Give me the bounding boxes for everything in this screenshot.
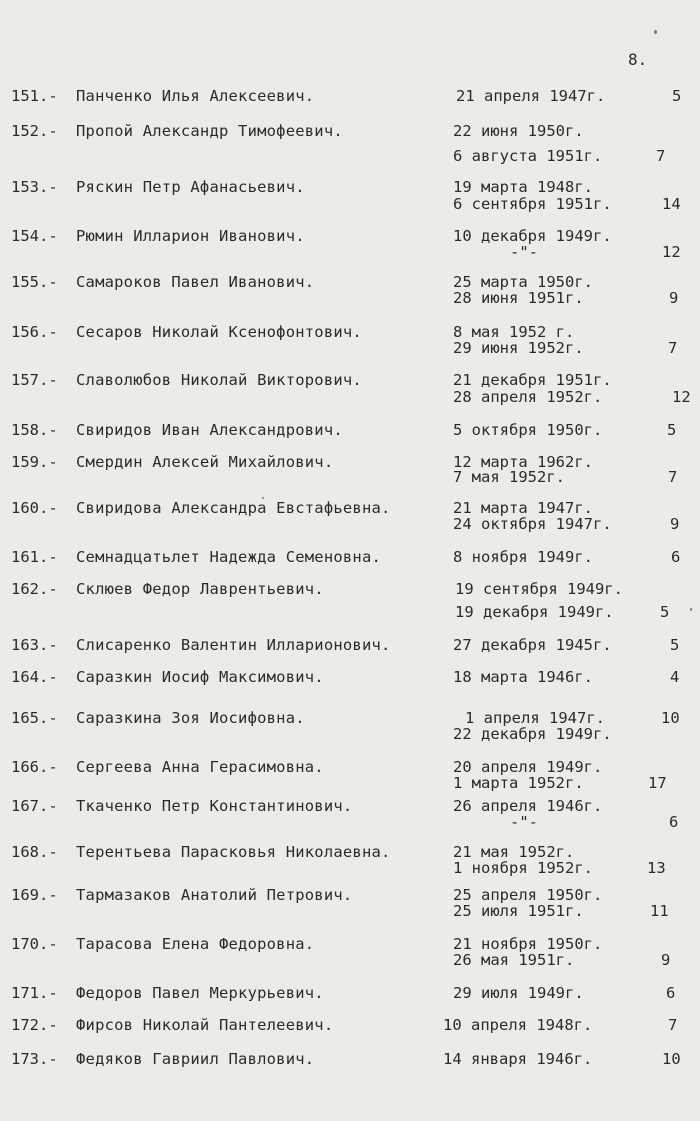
- entry-number: 167.-: [11, 797, 58, 815]
- entry-date: 1 ноября 1952г.: [453, 859, 593, 877]
- person-name: Ткаченко Петр Константинович.: [76, 797, 353, 815]
- entry-number: 161.-: [11, 548, 58, 566]
- paper-speck: [690, 608, 692, 611]
- entry-date: 28 апреля 1952г.: [453, 388, 603, 406]
- entry-date: 12 марта 1962г.: [453, 453, 593, 471]
- entry-number: 158.-: [11, 421, 58, 439]
- entry-date: 21 ноября 1950г.: [453, 935, 603, 953]
- entry-date: 21 декабря 1951г.: [453, 371, 612, 389]
- entry-date: 5 октября 1950г.: [453, 421, 603, 439]
- entry-number: 162.-: [11, 580, 58, 598]
- entry-date: 29 июля 1949г.: [453, 984, 584, 1002]
- entry-number: 169.-: [11, 886, 58, 904]
- entry-date: -"-: [510, 243, 538, 261]
- entry-count: 17: [648, 774, 667, 792]
- entry-count: 12: [672, 388, 691, 406]
- page-number: 8.: [628, 50, 648, 69]
- entry-date: 25 июля 1951г.: [453, 902, 584, 920]
- entry-count: 13: [647, 859, 666, 877]
- entry-date: 26 апреля 1946г.: [453, 797, 603, 815]
- entry-number: 163.-: [11, 636, 58, 654]
- entry-count: 9: [661, 951, 671, 969]
- person-name: Панченко Илья Алексеевич.: [76, 87, 315, 105]
- entry-number: 165.-: [11, 709, 58, 727]
- entry-count: 6: [666, 984, 676, 1002]
- person-name: Сергеева Анна Герасимовна.: [76, 758, 324, 776]
- entry-number: 159.-: [11, 453, 58, 471]
- entry-count: 6: [671, 548, 681, 566]
- entry-date: 6 сентября 1951г.: [453, 195, 612, 213]
- entry-number: 171.-: [11, 984, 58, 1002]
- paper-speck: [654, 30, 657, 34]
- entry-date: 10 декабря 1949г.: [453, 227, 612, 245]
- entry-count: 14: [662, 195, 681, 213]
- entry-number: 173.-: [11, 1050, 58, 1068]
- entry-date: 22 декабря 1949г.: [453, 725, 612, 743]
- entry-date: 22 июня 1950г.: [453, 122, 584, 140]
- entry-date: 25 марта 1950г.: [453, 273, 593, 291]
- entry-count: 7: [668, 468, 678, 486]
- entry-date: 25 апреля 1950г.: [453, 886, 603, 904]
- entry-date: 27 декабря 1945г.: [453, 636, 612, 654]
- entry-date: 8 мая 1952 г.: [453, 323, 575, 341]
- entry-count: 10: [662, 1050, 681, 1068]
- entry-number: 168.-: [11, 843, 58, 861]
- entry-date: 8 ноября 1949г.: [453, 548, 593, 566]
- person-name: Склюев Федор Лаврентьевич.: [76, 580, 324, 598]
- entry-count: 9: [669, 289, 679, 307]
- entry-number: 154.-: [11, 227, 58, 245]
- entry-date: 19 сентября 1949г.: [455, 580, 623, 598]
- entry-number: 164.-: [11, 668, 58, 686]
- entry-count: 5: [667, 421, 677, 439]
- entry-date: 1 марта 1952г.: [453, 774, 584, 792]
- person-name: Славолюбов Николай Викторович.: [76, 371, 362, 389]
- person-name: Пропой Александр Тимофеевич.: [76, 122, 343, 140]
- entry-number: 160.-: [11, 499, 58, 517]
- entry-count: 12: [662, 243, 681, 261]
- entry-number: 157.-: [11, 371, 58, 389]
- entry-date: 14 января 1946г.: [443, 1050, 593, 1068]
- entry-date: 19 марта 1948г.: [453, 178, 593, 196]
- person-name: Семнадцатьлет Надежда Семеновна.: [76, 548, 382, 566]
- entry-number: 170.-: [11, 935, 58, 953]
- person-name: Смердин Алексей Михайлович.: [76, 453, 334, 471]
- entry-number: 172.-: [11, 1016, 58, 1034]
- entry-count: 5: [660, 603, 670, 621]
- entry-date: 28 июня 1951г.: [453, 289, 584, 307]
- entry-number: 166.-: [11, 758, 58, 776]
- entry-date: 24 октября 1947г.: [453, 515, 612, 533]
- entry-date: 6 августа 1951г.: [453, 147, 603, 165]
- person-name: Слисаренко Валентин Илларионович.: [76, 636, 391, 654]
- entry-date: 29 июня 1952г.: [453, 339, 584, 357]
- entry-date: 18 марта 1946г.: [453, 668, 593, 686]
- entry-date: 21 апреля 1947г.: [456, 87, 606, 105]
- person-name: Рюмин Илларион Иванович.: [76, 227, 305, 245]
- entry-date: 20 апреля 1949г.: [453, 758, 603, 776]
- entry-count: 7: [668, 339, 678, 357]
- person-name: Федяков Гавриил Павлович.: [76, 1050, 315, 1068]
- person-name: Сесаров Николай Ксенофонтович.: [76, 323, 362, 341]
- person-name: Ряскин Петр Афанасьевич.: [76, 178, 305, 196]
- entry-count: 5: [672, 87, 682, 105]
- entry-date: 21 марта 1947г.: [453, 499, 593, 517]
- entry-count: 7: [668, 1016, 678, 1034]
- entry-count: 5: [670, 636, 680, 654]
- entry-date: -"-: [510, 813, 538, 831]
- entry-number: 156.-: [11, 323, 58, 341]
- entry-count: 11: [650, 902, 669, 920]
- entry-number: 153.-: [11, 178, 58, 196]
- entry-number: 155.-: [11, 273, 58, 291]
- entry-number: 152.-: [11, 122, 58, 140]
- person-name: Саразкин Иосиф Максимович.: [76, 668, 324, 686]
- entry-number: 151.-: [11, 87, 58, 105]
- entry-count: 7: [656, 147, 666, 165]
- paper-speck: [262, 497, 264, 499]
- entry-count: 10: [661, 709, 680, 727]
- person-name: Терентьева Парасковья Николаевна.: [76, 843, 391, 861]
- person-name: Федоров Павел Меркурьевич.: [76, 984, 324, 1002]
- entry-date: 21 мая 1952г.: [453, 843, 575, 861]
- entry-date: 19 декабря 1949г.: [455, 603, 614, 621]
- entry-date: 7 мая 1952г.: [453, 468, 565, 486]
- entry-date: 10 апреля 1948г.: [443, 1016, 593, 1034]
- person-name: Свиридова Александра Евстафьевна.: [76, 499, 391, 517]
- person-name: Свиридов Иван Александрович.: [76, 421, 343, 439]
- person-name: Саразкина Зоя Иосифовна.: [76, 709, 305, 727]
- person-name: Тармазаков Анатолий Петрович.: [76, 886, 353, 904]
- entry-date: 26 мая 1951г.: [453, 951, 575, 969]
- person-name: Тарасова Елена Федоровна.: [76, 935, 315, 953]
- entry-count: 9: [670, 515, 680, 533]
- entry-count: 6: [669, 813, 679, 831]
- person-name: Самароков Павел Иванович.: [76, 273, 315, 291]
- entry-count: 4: [670, 668, 680, 686]
- entry-date: 1 апреля 1947г.: [465, 709, 605, 727]
- person-name: Фирсов Николай Пантелеевич.: [76, 1016, 334, 1034]
